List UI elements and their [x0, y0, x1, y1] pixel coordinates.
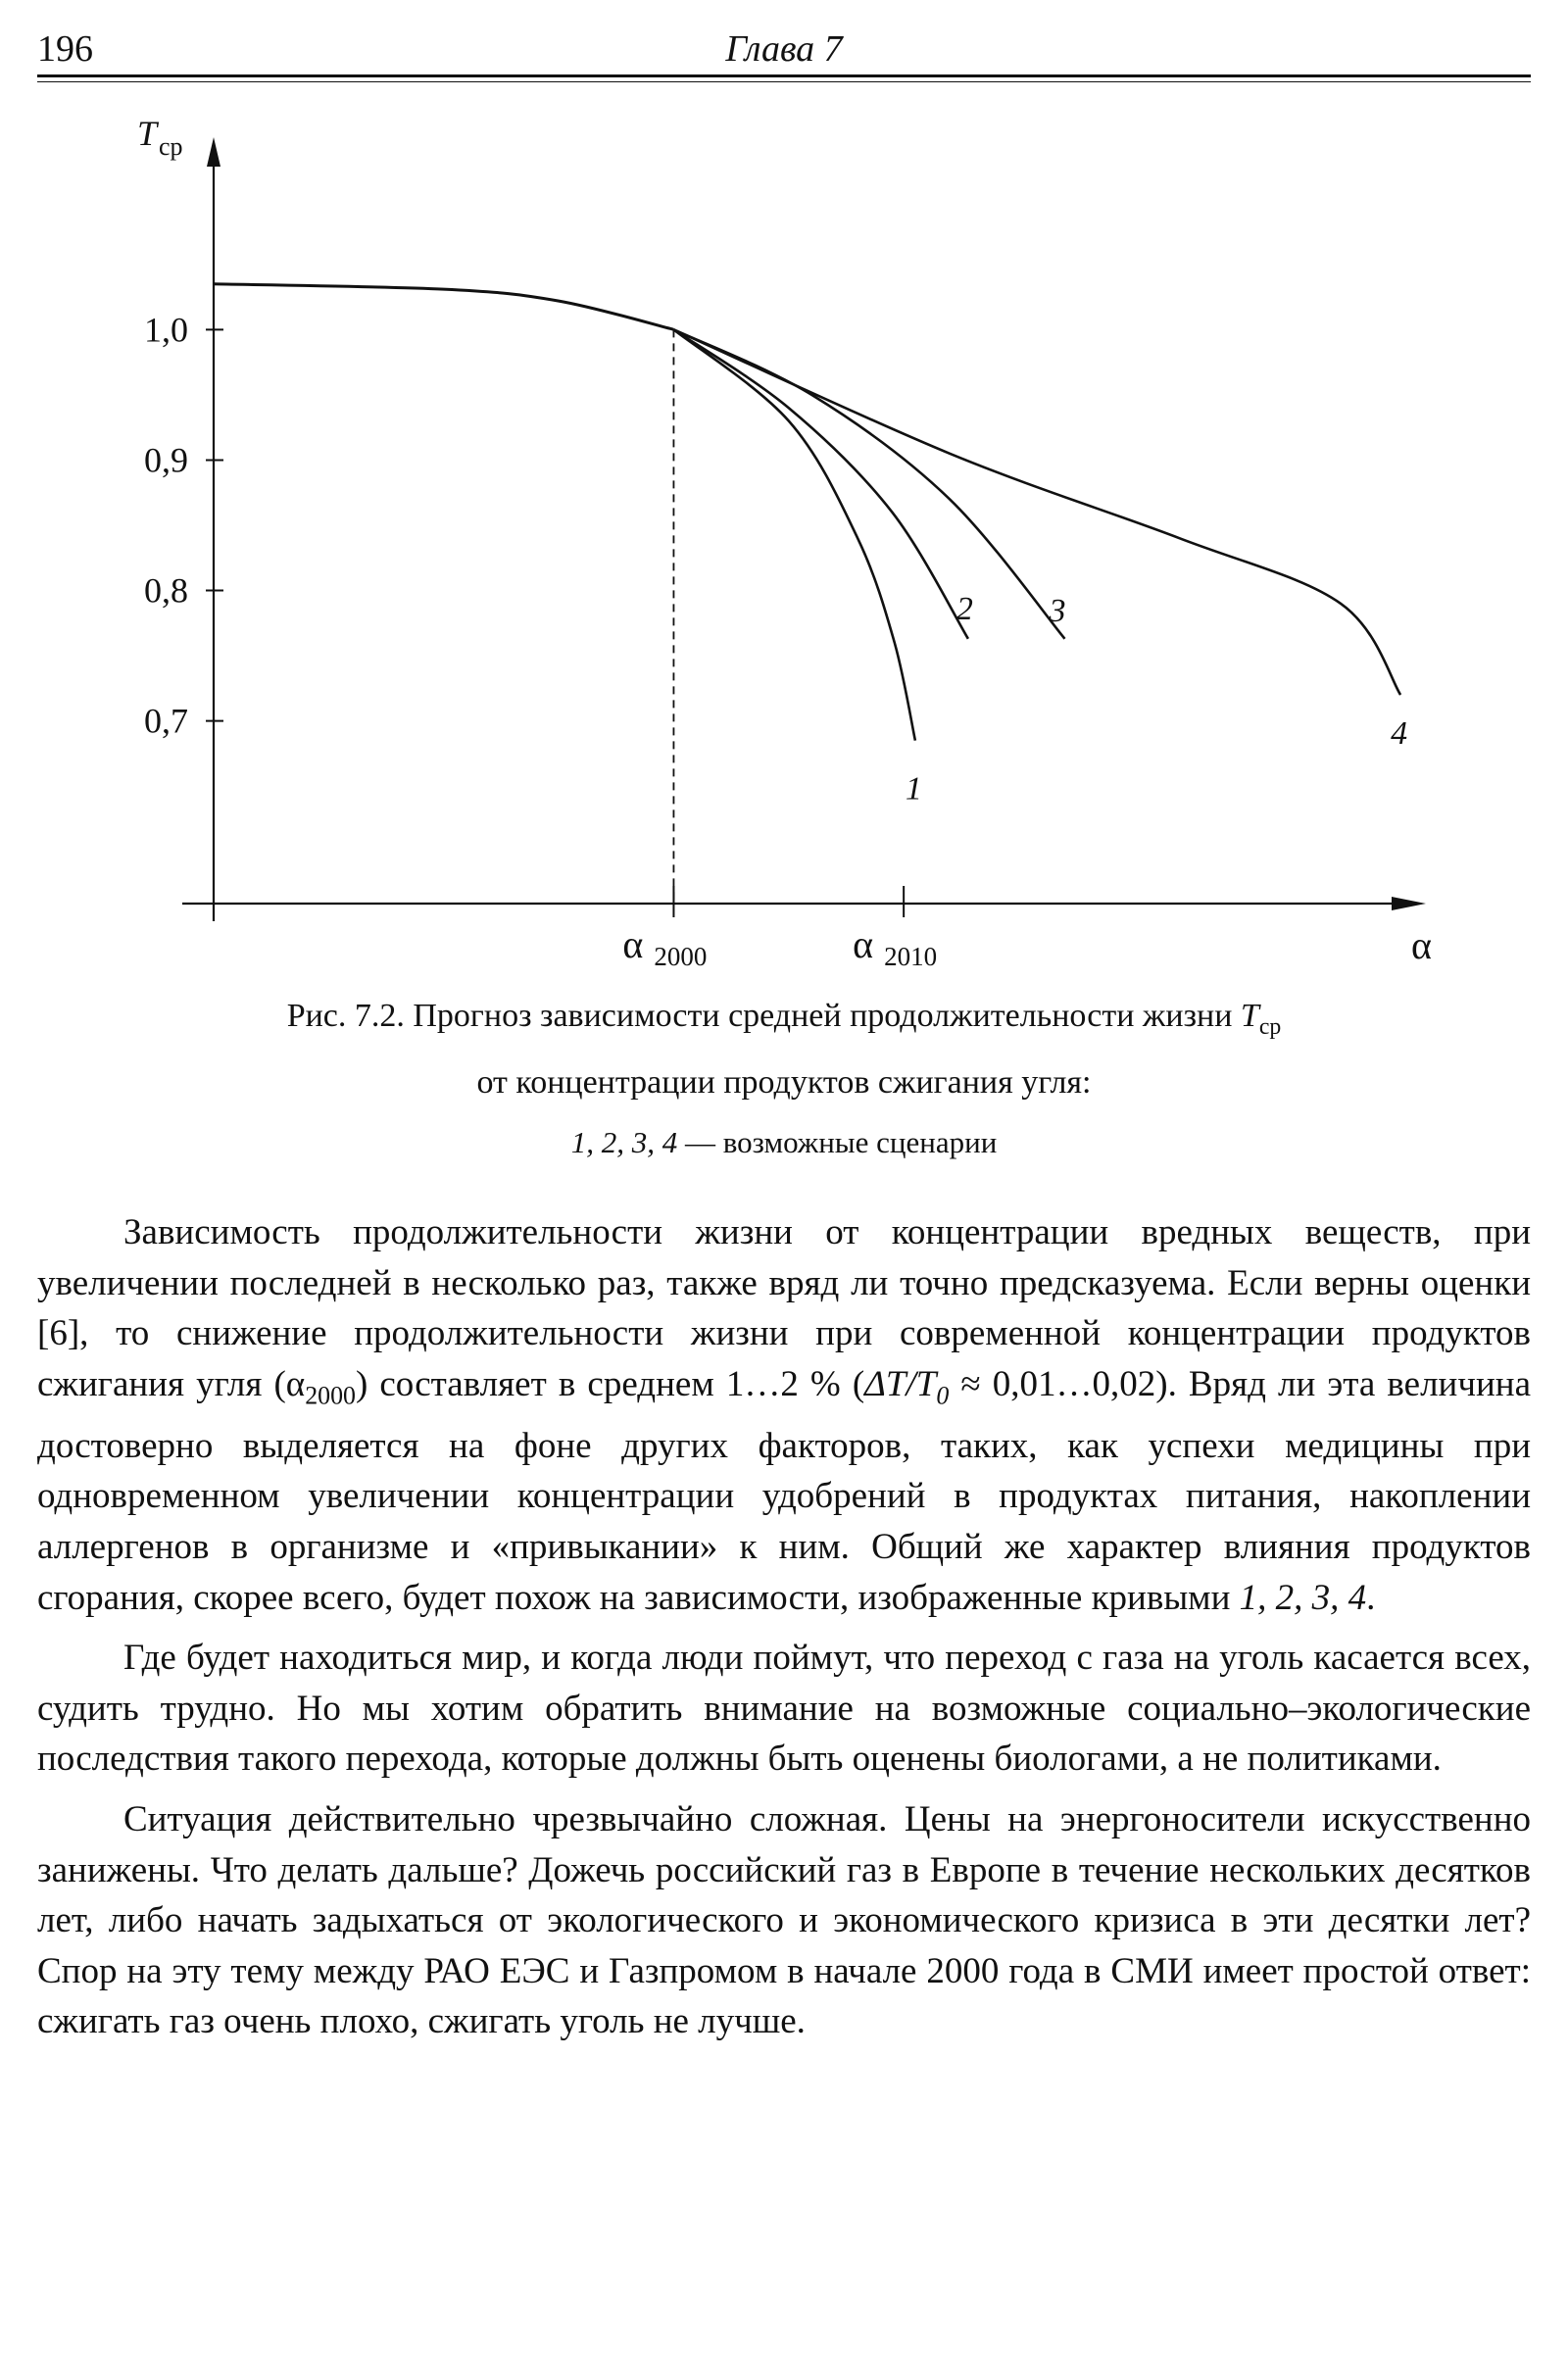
p1-part2: ) составляет в среднем 1…2 % (	[355, 1363, 865, 1404]
y-axis-label: T	[137, 114, 158, 153]
curve-2	[673, 329, 968, 639]
caption-text: Рис. 7.2. Прогноз зависимости средней продолжительности жизни	[286, 998, 1241, 1034]
curve-1	[673, 329, 915, 740]
body-text	[37, 1207, 1531, 2047]
figure-caption-line2: от концентрации продуктов сжигания угля:	[476, 1064, 1092, 1101]
curve-label-3: 3	[1049, 592, 1066, 629]
life-expectancy-chart	[0, 98, 1568, 980]
y-tick-label: 0,7	[144, 701, 188, 741]
p1-end: .	[1366, 1577, 1376, 1618]
paragraph-1	[37, 1207, 1531, 1623]
p1-delta-sub: 0	[936, 1381, 950, 1410]
chapter-title: Глава 7	[725, 28, 843, 70]
x-axis-label: α	[1411, 923, 1432, 967]
caption-scenarios: — возможные сценарии	[677, 1125, 998, 1159]
curve-label-2: 2	[956, 590, 973, 627]
caption-t: T	[1240, 998, 1259, 1034]
curve-label-4: 4	[1391, 715, 1408, 753]
x-tick-label: α	[853, 922, 874, 966]
p1-alpha-sub: 2000	[305, 1381, 356, 1410]
curve-label-1: 1	[905, 770, 922, 808]
curve-4	[673, 329, 1400, 695]
figure-caption-line3	[0, 1125, 1568, 1160]
p1-part1: Зависимость продолжительности жизни от концентрации вредных веществ, при увеличении последней в несколько раз, также вряд ли точно предсказуема. Если верны оценки [6], то снижение продолжительности жизни при современной концентрации продуктов сжигания угля (	[37, 1212, 1531, 1404]
x-tick-label-sub: 2010	[884, 942, 938, 971]
header-rule	[37, 74, 1531, 82]
p1-alpha: α	[285, 1363, 306, 1404]
caption-t-sub: ср	[1258, 1013, 1282, 1040]
page-number: 196	[37, 28, 93, 70]
p1-part3: ≈ 0,01…0,02). Вряд ли эта величина достоверно выделяется на фоне других факторов, таких, как успехи медицины при одновременном увеличении концентрации удобрений в продуктах питания, накоплении аллергенов в организме и «привыкании» к ним. Общий же характер влияния продуктов сгорания, скорее всего, будет похож на зависимости, изображенные кривыми	[37, 1363, 1531, 1618]
y-tick-label: 1,0	[144, 310, 188, 350]
common-curve	[214, 284, 673, 330]
y-tick-label: 0,8	[144, 570, 188, 611]
page-header	[37, 27, 1531, 76]
caption-curve-numbers: 1, 2, 3, 4	[570, 1125, 678, 1159]
paragraph-2: Где будет находиться мир, и когда люди поймут, что переход с газа на уголь касается всех, судить трудно. Но мы хотим обратить внимание на возможные социально–экологические последствия такого перехода, которые должны быть оценены биологами, а не политиками.	[37, 1638, 1531, 1780]
paragraph-3: Ситуация действительно чрезвычайно сложная. Цены на энергоносители искусственно занижены. Что делать дальше? Дожечь российский газ в Европе в течение нескольких десятков лет, либо начать задыхаться от экологического и экономического кризиса в эти десятки лет? Спор на эту тему между РАО ЕЭС и Газпромом в начале 2000 года в СМИ имеет простой ответ: сжигать газ очень плохо, сжигать уголь не лучше.	[37, 1798, 1531, 2042]
p1-delta: ΔT/T	[864, 1363, 937, 1404]
x-tick-label: α	[622, 922, 644, 966]
x-tick-label-sub: 2000	[654, 942, 708, 971]
p1-italic-curves: 1, 2, 3, 4	[1239, 1577, 1367, 1618]
x-axis-arrow	[1392, 897, 1426, 910]
figure-caption-line1	[0, 998, 1568, 1041]
y-axis-label-sub: ср	[159, 132, 183, 161]
y-axis-arrow	[207, 137, 220, 167]
y-tick-label: 0,9	[144, 440, 188, 480]
